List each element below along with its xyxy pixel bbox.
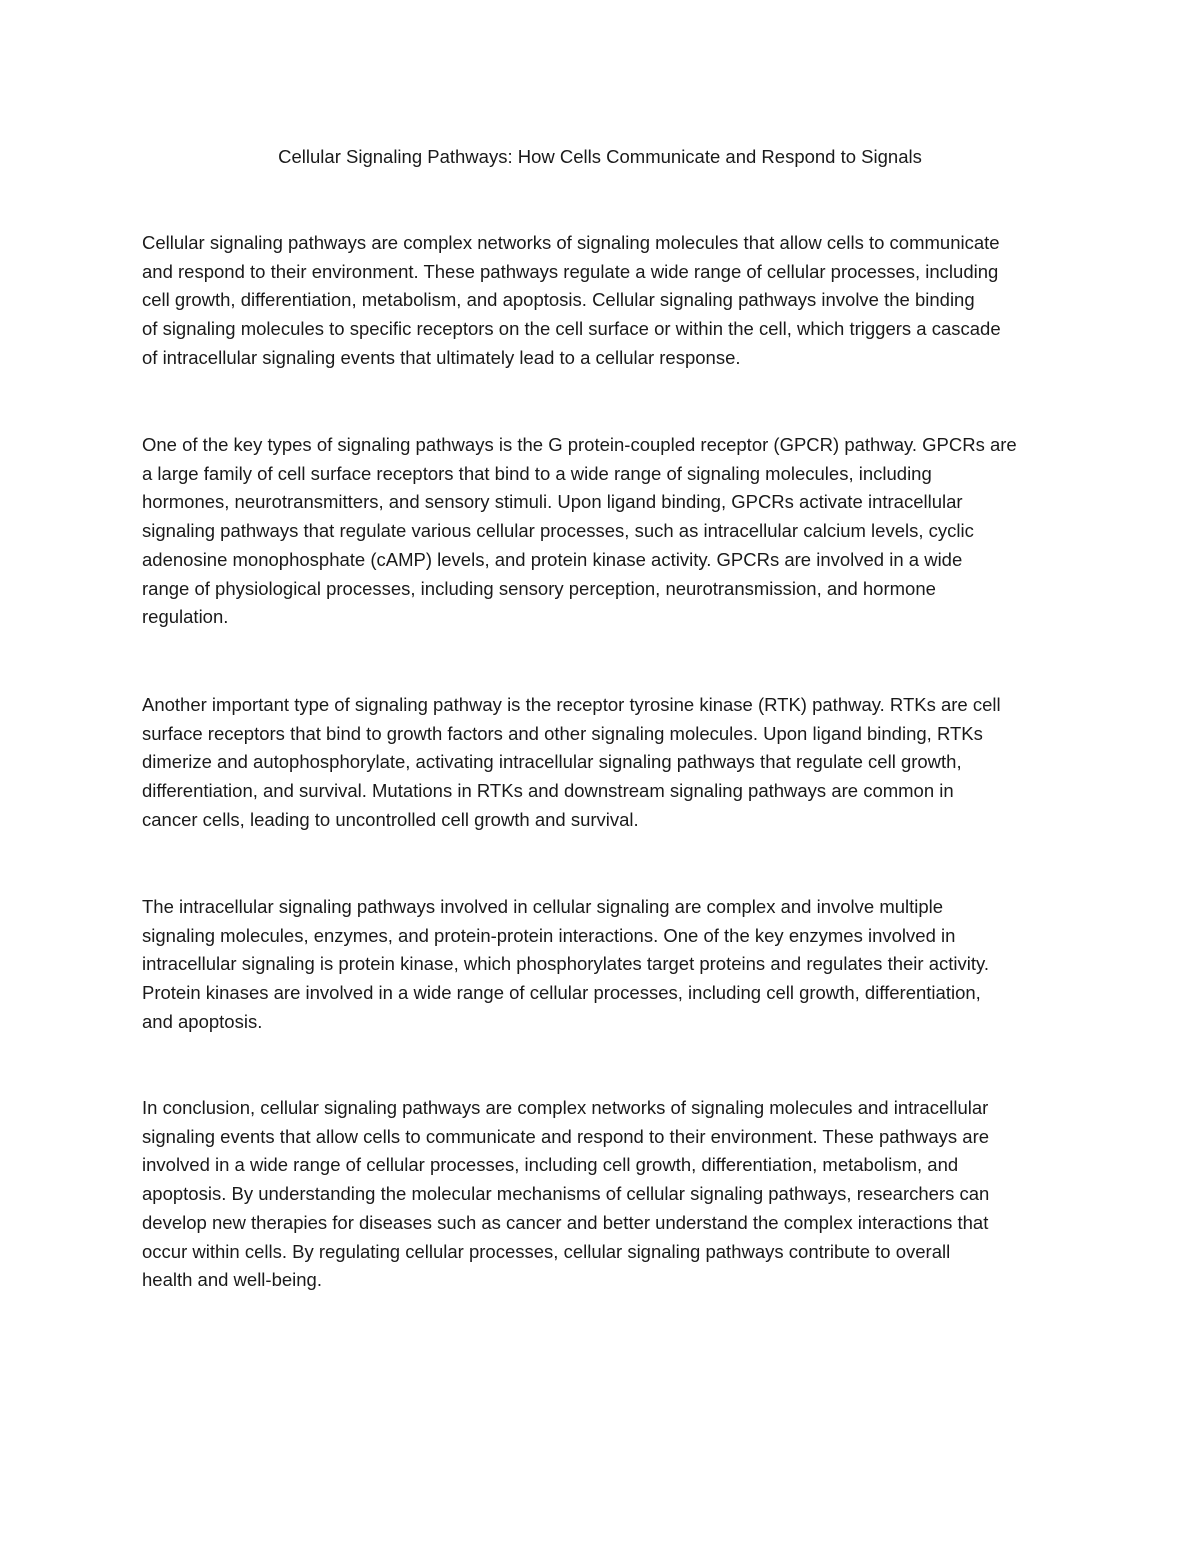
paragraph-conclusion <box>142 1094 1060 1295</box>
paragraph-line: surface receptors that bind to growth factors and other signaling molecules. Upon ligand binding, RTKs <box>142 722 983 744</box>
document-title: Cellular Signaling Pathways: How Cells Communicate and Respond to Signals <box>278 146 922 167</box>
paragraph-line: of intracellular signaling events that ultimately lead to a cellular response. <box>142 346 741 368</box>
paragraph-line: intracellular signaling is protein kinase, which phosphorylates target proteins and regulates their activity. <box>142 953 989 975</box>
paragraph-line: The intracellular signaling pathways involved in cellular signaling are complex and involve multiple <box>142 896 944 917</box>
paragraph-line: and apoptosis. <box>142 1010 263 1032</box>
paragraph-rtk <box>142 691 1060 835</box>
paragraph-line: develop new therapies for diseases such as cancer and better understand the complex interactions that <box>142 1211 989 1233</box>
paragraph-line: occur within cells. By regulating cellular processes, cellular signaling pathways contribute to overall <box>142 1240 951 1262</box>
paragraph-line: cell growth, differentiation, metabolism, and apoptosis. Cellular signaling pathways involve the binding <box>142 289 975 311</box>
paragraph-line: Cellular signaling pathways are complex networks of signaling molecules that allow cells to communicate <box>142 232 1000 253</box>
paragraph-line: range of physiological processes, including sensory perception, neurotransmission, and hormone <box>142 577 936 599</box>
paragraph-line: regulation. <box>142 606 229 628</box>
paragraph-line: adenosine monophosphate (cAMP) levels, and protein kinase activity. GPCRs are involved in a wide <box>142 548 963 570</box>
paragraph-line: hormones, neurotransmitters, and sensory stimuli. Upon ligand binding, GPCRs activate intracellular <box>142 491 963 513</box>
paragraph-line: Protein kinases are involved in a wide range of cellular processes, including cell growth, differentiation, <box>142 982 981 1004</box>
paragraph-line: One of the key types of signaling pathways is the G protein-coupled receptor (GPCR) pathway. GPCRs are <box>142 434 1017 455</box>
paragraph-line: apoptosis. By understanding the molecular mechanisms of cellular signaling pathways, researchers can <box>142 1183 990 1205</box>
paragraph-line: health and well-being. <box>142 1269 322 1291</box>
paragraph-line: differentiation, and survival. Mutations in RTKs and downstream signaling pathways are common in <box>142 780 954 802</box>
paragraph-line: a large family of cell surface receptors that bind to a wide range of signaling molecules, including <box>142 462 932 484</box>
paragraph-intro <box>142 229 1060 373</box>
paragraph-line: In conclusion, cellular signaling pathways are complex networks of signaling molecules and intracellular <box>142 1097 989 1118</box>
paragraph-line: Another important type of signaling pathway is the receptor tyrosine kinase (RTK) pathway. RTKs are cell <box>142 694 1001 715</box>
paragraph-line: signaling pathways that regulate various cellular processes, such as intracellular calcium levels, cyclic <box>142 520 974 542</box>
paragraph-gpcr <box>142 431 1060 632</box>
paragraph-intracellular <box>142 893 1060 1037</box>
paragraph-line: dimerize and autophosphorylate, activating intracellular signaling pathways that regulate cell growth, <box>142 751 962 773</box>
paragraph-line: of signaling molecules to specific receptors on the cell surface or within the cell, which triggers a cascade <box>142 318 1001 340</box>
paragraph-line: cancer cells, leading to uncontrolled cell growth and survival. <box>142 808 639 830</box>
paragraph-line: involved in a wide range of cellular processes, including cell growth, differentiation, metabolism, and <box>142 1154 959 1176</box>
paragraph-line: signaling events that allow cells to communicate and respond to their environment. These pathways are <box>142 1125 990 1147</box>
paragraph-line: and respond to their environment. These pathways regulate a wide range of cellular processes, including <box>142 260 999 282</box>
paragraph-line: signaling molecules, enzymes, and protein-protein interactions. One of the key enzymes involved in <box>142 924 956 946</box>
